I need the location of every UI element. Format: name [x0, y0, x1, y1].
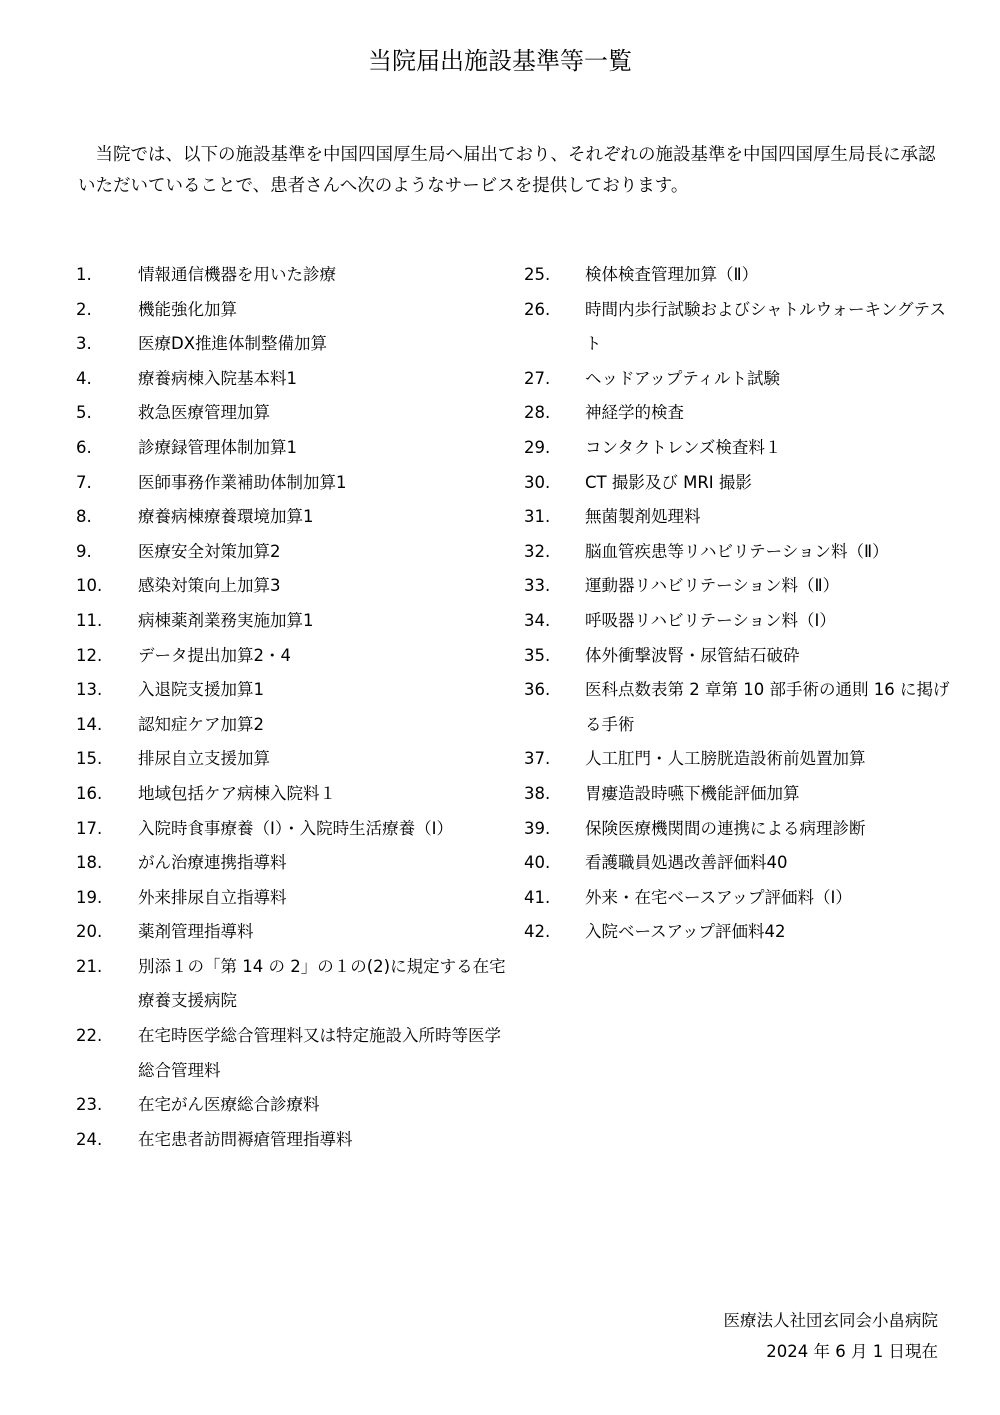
item-number: 18.: [76, 853, 103, 873]
item-label: 医療DX推進体制整備加算: [138, 334, 328, 354]
item-number: 4.: [76, 368, 92, 388]
item-label: 入院時食事療養（Ⅰ）・入院時生活療養（Ⅰ）: [138, 818, 453, 838]
item-label: 医科点数表第 2 章第 10 部手術の通則 16 に掲げる手術: [585, 680, 950, 734]
list-item: [76, 293, 506, 328]
footer: [724, 1305, 939, 1367]
item-number: 19.: [76, 887, 103, 907]
item-number: 6.: [76, 437, 92, 457]
item-label: 排尿自立支援加算: [138, 749, 270, 769]
item-label: 病棟薬剤業務実施加算1: [138, 610, 314, 630]
list-item: [76, 673, 506, 708]
list-item: [76, 396, 506, 431]
item-label: 外来排尿自立指導料: [138, 887, 287, 907]
item-label: 別添１の「第 14 の 2」の１の(2)に規定する在宅療養支援病院: [138, 956, 506, 1011]
list-item: [524, 881, 954, 916]
item-label: 神経学的検査: [585, 403, 684, 423]
list-item: [524, 777, 954, 812]
item-label: 胃瘻造設時嚥下機能評価加算: [585, 783, 800, 803]
list-item: [76, 1088, 506, 1123]
item-label: データ提出加算2・4: [138, 645, 291, 665]
item-label: 在宅時医学総合管理料又は特定施設入所時等医学総合管理料: [138, 1026, 501, 1080]
as-of-date: 2024 年 6 月 1 日現在: [766, 1342, 938, 1361]
list-item: [524, 362, 954, 397]
item-number: 12.: [76, 645, 103, 665]
item-number: 40.: [524, 853, 551, 873]
item-label: 感染対策向上加算3: [138, 576, 281, 596]
item-label: 人工肛門・人工膀胱造設術前処置加算: [585, 749, 866, 769]
item-number: 7.: [76, 472, 92, 492]
item-label: 入院ベースアップ評価料42: [585, 922, 786, 942]
list-item: [524, 396, 954, 431]
item-number: 41.: [524, 887, 551, 907]
item-label: 地域包括ケア病棟入院料１: [138, 783, 336, 803]
list-item: [76, 881, 506, 916]
item-number: 39.: [524, 818, 551, 838]
item-number: 15.: [76, 749, 103, 769]
list-item: [76, 431, 506, 466]
item-number: 25.: [524, 265, 551, 284]
item-label: 体外衝撃波腎・尿管結石破砕: [585, 645, 800, 665]
list-item: [76, 915, 506, 950]
list-item: [524, 673, 954, 742]
list-item: [524, 466, 954, 501]
list-item: [524, 258, 954, 293]
item-number: 23.: [76, 1095, 103, 1115]
item-number: 9.: [76, 541, 92, 561]
item-number: 14.: [76, 714, 103, 734]
list-item: [524, 431, 954, 466]
item-label: 療養病棟療養環境加算1: [138, 507, 314, 527]
list-item: [524, 500, 954, 535]
item-label: 無菌製剤処理料: [585, 507, 701, 527]
item-label: 診療録管理体制加算1: [138, 437, 297, 457]
list-item: [524, 639, 954, 674]
item-label: ヘッドアップティルト試験: [585, 368, 781, 388]
item-label: 呼吸器リハビリテーション料（Ⅰ）: [585, 610, 836, 630]
item-number: 5.: [76, 403, 92, 423]
item-number: 22.: [76, 1026, 103, 1046]
item-number: 27.: [524, 368, 551, 388]
list-item: [524, 535, 954, 570]
item-number: 8.: [76, 507, 92, 527]
item-number: 34.: [524, 610, 551, 630]
list-item: [76, 812, 506, 847]
item-label: 看護職員処遇改善評価料40: [585, 853, 788, 873]
item-number: 30.: [524, 472, 551, 492]
item-number: 28.: [524, 403, 551, 423]
item-label: 認知症ケア加算2: [138, 714, 264, 734]
item-number: 37.: [524, 749, 551, 769]
page-title: 当院届出施設基準等一覧: [368, 47, 632, 75]
item-number: 29.: [524, 437, 551, 457]
item-label: 検体検査管理加算（Ⅱ）: [585, 265, 759, 284]
item-label: CT 撮影及び MRI 撮影: [585, 472, 752, 492]
item-number: 32.: [524, 541, 551, 561]
item-label: 時間内歩行試験およびシャトルウォーキングテスト: [585, 299, 946, 354]
item-number: 10.: [76, 576, 103, 596]
item-number: 20.: [76, 922, 103, 942]
list-item: [76, 1123, 506, 1158]
item-number: 3.: [76, 334, 92, 354]
list-item: [76, 950, 506, 1019]
item-number: 26.: [524, 299, 551, 319]
item-label: コンタクトレンズ検査料１: [585, 437, 782, 457]
list-item: [76, 604, 506, 639]
item-number: 31.: [524, 507, 551, 527]
item-label: 機能強化加算: [138, 299, 237, 319]
item-number: 36.: [524, 680, 551, 700]
item-number: 21.: [76, 956, 103, 976]
item-number: 24.: [76, 1129, 103, 1149]
list-item: [524, 569, 954, 604]
list-item: [524, 742, 954, 777]
list-item: [524, 846, 954, 881]
item-label: 脳血管疾患等リハビリテーション料（Ⅱ）: [585, 541, 889, 561]
item-number: 2.: [76, 299, 92, 319]
hospital-name: 医療法人社団玄同会小畠病院: [723, 1311, 938, 1330]
item-number: 42.: [524, 922, 551, 942]
list-item: [76, 466, 506, 501]
list-item: [524, 293, 954, 362]
item-label: 療養病棟入院基本料1: [138, 368, 297, 388]
item-label: がん治療連携指導料: [138, 853, 287, 873]
list-item: [524, 915, 954, 950]
item-number: 35.: [524, 645, 551, 665]
item-label: 医師事務作業補助体制加算1: [138, 472, 347, 492]
list-item: [76, 535, 506, 570]
list-item: [524, 812, 954, 847]
item-number: 13.: [76, 680, 103, 700]
item-label: 保険医療機関間の連携による病理診断: [585, 818, 866, 838]
list-item: [76, 500, 506, 535]
facility-standards-list-left: [76, 258, 506, 1157]
item-label: 運動器リハビリテーション料（Ⅱ）: [585, 576, 840, 596]
item-number: 17.: [76, 818, 103, 838]
list-item: [76, 362, 506, 397]
list-item: [76, 327, 506, 362]
intro-paragraph: 当院では、以下の施設基準を中国四国厚生局へ届出ており、それぞれの施設基準を中国四国厚生局長に承認いただいていることで、患者さんへ次のようなサービスを提供しております。: [78, 145, 936, 196]
item-label: 救急医療管理加算: [138, 403, 270, 423]
item-label: 入退院支援加算1: [138, 680, 264, 700]
item-label: 情報通信機器を用いた診療: [138, 265, 336, 284]
item-number: 1.: [76, 265, 92, 284]
item-number: 33.: [524, 576, 551, 596]
list-item: [76, 742, 506, 777]
list-item: [76, 708, 506, 743]
list-item: [76, 639, 506, 674]
item-label: 薬剤管理指導料: [138, 922, 254, 942]
facility-standards-list-right: [524, 258, 954, 950]
list-item: [76, 777, 506, 812]
item-label: 在宅患者訪問褥瘡管理指導料: [138, 1129, 353, 1149]
item-number: 11.: [76, 610, 103, 630]
item-label: 医療安全対策加算2: [138, 541, 281, 561]
item-label: 外来・在宅ベースアップ評価料（Ⅰ）: [585, 887, 852, 907]
list-item: [76, 846, 506, 881]
item-label: 在宅がん医療総合診療料: [138, 1095, 320, 1115]
list-item: [76, 258, 506, 293]
list-item: [524, 604, 954, 639]
list-item: [76, 569, 506, 604]
list-item: [76, 1019, 506, 1088]
item-number: 38.: [524, 783, 551, 803]
item-number: 16.: [76, 783, 103, 803]
